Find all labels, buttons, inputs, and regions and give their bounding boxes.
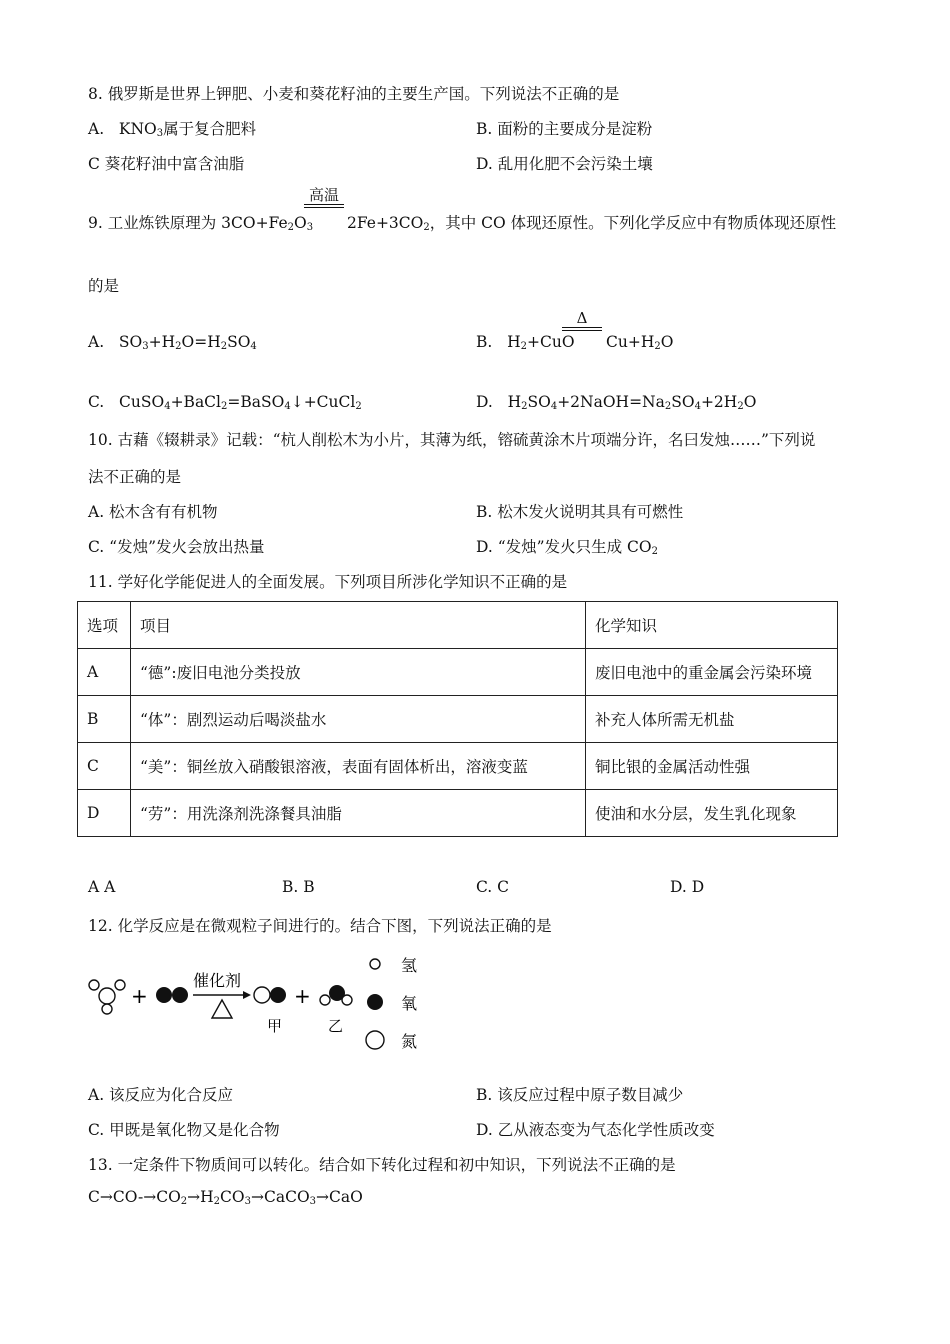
q11-option-a[interactable]: A A	[88, 878, 116, 896]
q11-stem: 11. 学好化学能促进人的全面发展。下列项目所涉化学知识不正确的是	[88, 573, 568, 591]
heat-triangle-icon	[212, 1000, 232, 1018]
table-cell: “劳”：用洗涤剂洗涤餐具油脂	[131, 790, 586, 837]
q8-option-b[interactable]: B. 面粉的主要成分是淀粉	[476, 120, 653, 138]
table-cell: B	[78, 696, 131, 743]
q12-option-a[interactable]: A. 该反应为化合反应	[88, 1086, 234, 1104]
q10-option-a[interactable]: A. 松木含有有机物	[88, 503, 218, 521]
plus-sign-2: +	[294, 984, 311, 1008]
q13-conversion-chain: $C\to CO-\to CO_2\to H_2CO_3\to CaCO_3\to CaO$	[88, 1188, 363, 1207]
q9-stem: 9. 工业炼铁原理为 $3CO+Fe_2O_3$	[88, 214, 314, 233]
q10-option-b[interactable]: B. 松木发火说明其具有可燃性	[476, 503, 684, 521]
q8-option-a[interactable]: A. $KNO_3$属于复合肥料	[88, 120, 257, 139]
legend-nitrogen: 氮	[401, 1032, 418, 1051]
q9-stem-continued: $2Fe+3CO_2$，其中 CO 体现还原性。下列化学反应中有物质体现还原性	[347, 214, 837, 233]
q10-option-c[interactable]: C. “发烛”发火会放出热量	[88, 538, 265, 556]
q9-option-a[interactable]: A. $SO_3+H_2O=H_2SO_4$	[88, 333, 257, 352]
q9-reaction-condition: 高温	[304, 186, 344, 208]
q9-option-d[interactable]: D. $H_2SO_4+2NaOH=Na_2SO_4+2H_2O$	[476, 393, 757, 412]
legend-oxygen: 氧	[401, 994, 418, 1013]
q11-table	[77, 601, 838, 837]
label-yi: 乙	[328, 1017, 344, 1035]
q11-option-c[interactable]: C. C	[476, 878, 510, 896]
header-cell: 化学知识	[586, 602, 838, 649]
ammonia-molecule	[89, 980, 125, 1014]
q11-option-d[interactable]: D. D	[670, 878, 705, 896]
q8-stem: 8. 俄罗斯是世界上钾肥、小麦和葵花籽油的主要生产国。下列说法不正确的是	[88, 85, 620, 103]
legend-oxygen-circle	[367, 994, 383, 1010]
table-cell: “体”：剧烈运动后喝淡盐水	[131, 696, 586, 743]
legend-nitrogen-circle	[366, 1031, 384, 1049]
table-cell: D	[78, 790, 131, 837]
table-header-row	[78, 602, 838, 649]
table-cell: “美”：铜丝放入硝酸银溶液，表面有固体析出，溶液变蓝	[131, 743, 586, 790]
q12-option-d[interactable]: D. 乙从液态变为气态化学性质改变	[476, 1121, 715, 1139]
table-row	[78, 696, 838, 743]
q12-reaction-diagram	[85, 948, 435, 1058]
table-cell: 补充人体所需无机盐	[586, 696, 838, 743]
table-row	[78, 743, 838, 790]
q10-option-d[interactable]: D. “发烛”发火只生成 $CO_2$	[476, 538, 658, 557]
q9-option-b-product: $Cu+H_2O$	[606, 333, 674, 352]
q13-stem: 13. 一定条件下物质间可以转化。结合如下转化过程和初中知识，下列说法不正确的是	[88, 1156, 676, 1174]
q8-option-c[interactable]: C 葵花籽油中富含油脂	[88, 155, 245, 173]
legend-hydrogen-circle	[370, 959, 380, 969]
q9-option-b[interactable]: B. $H_2+CuO$	[476, 333, 575, 352]
table-cell: A	[78, 649, 131, 696]
header-cell: 选项	[78, 602, 131, 649]
catalyst-label: 催化剂	[193, 971, 242, 990]
table-row	[78, 790, 838, 837]
q10-stem: 10. 古藉《辍耕录》记载：“杭人削松木为小片，其薄为纸，镕硫黄涂木片项端分许，名曰发烛……”下列说	[88, 431, 816, 449]
q12-option-c[interactable]: C. 甲既是氧化物又是化合物	[88, 1121, 280, 1139]
q10-stem-continued: 法不正确的是	[88, 468, 182, 486]
plus-sign: +	[131, 984, 148, 1008]
q9-option-b-condition: Δ	[562, 309, 602, 331]
table-cell: 废旧电池中的重金属会污染环境	[586, 649, 838, 696]
q8-option-d[interactable]: D. 乱用化肥不会污染土壤	[476, 155, 653, 173]
q12-stem: 12. 化学反应是在微观粒子间进行的。结合下图，下列说法正确的是	[88, 917, 552, 935]
q12-option-b[interactable]: B. 该反应过程中原子数目减少	[476, 1086, 684, 1104]
oxygen-molecule	[156, 987, 188, 1003]
water-molecule	[320, 985, 352, 1005]
table-cell: “德”:废旧电池分类投放	[131, 649, 586, 696]
table-cell: C	[78, 743, 131, 790]
header-cell: 项目	[131, 602, 586, 649]
q9-option-c[interactable]: C. CuSO$_4$+BaCl$_2$=BaSO$_4$↓+CuCl$_2$	[88, 393, 362, 412]
table-cell: 使油和水分层，发生乳化现象	[586, 790, 838, 837]
nitric-oxide-molecule	[254, 987, 286, 1003]
table-cell: 铜比银的金属活动性强	[586, 743, 838, 790]
q9-stem-end: 的是	[88, 277, 120, 295]
q11-option-b[interactable]: B. B	[282, 878, 315, 896]
legend-hydrogen: 氢	[401, 956, 418, 975]
label-jia: 甲	[267, 1017, 283, 1035]
table-row	[78, 649, 838, 696]
